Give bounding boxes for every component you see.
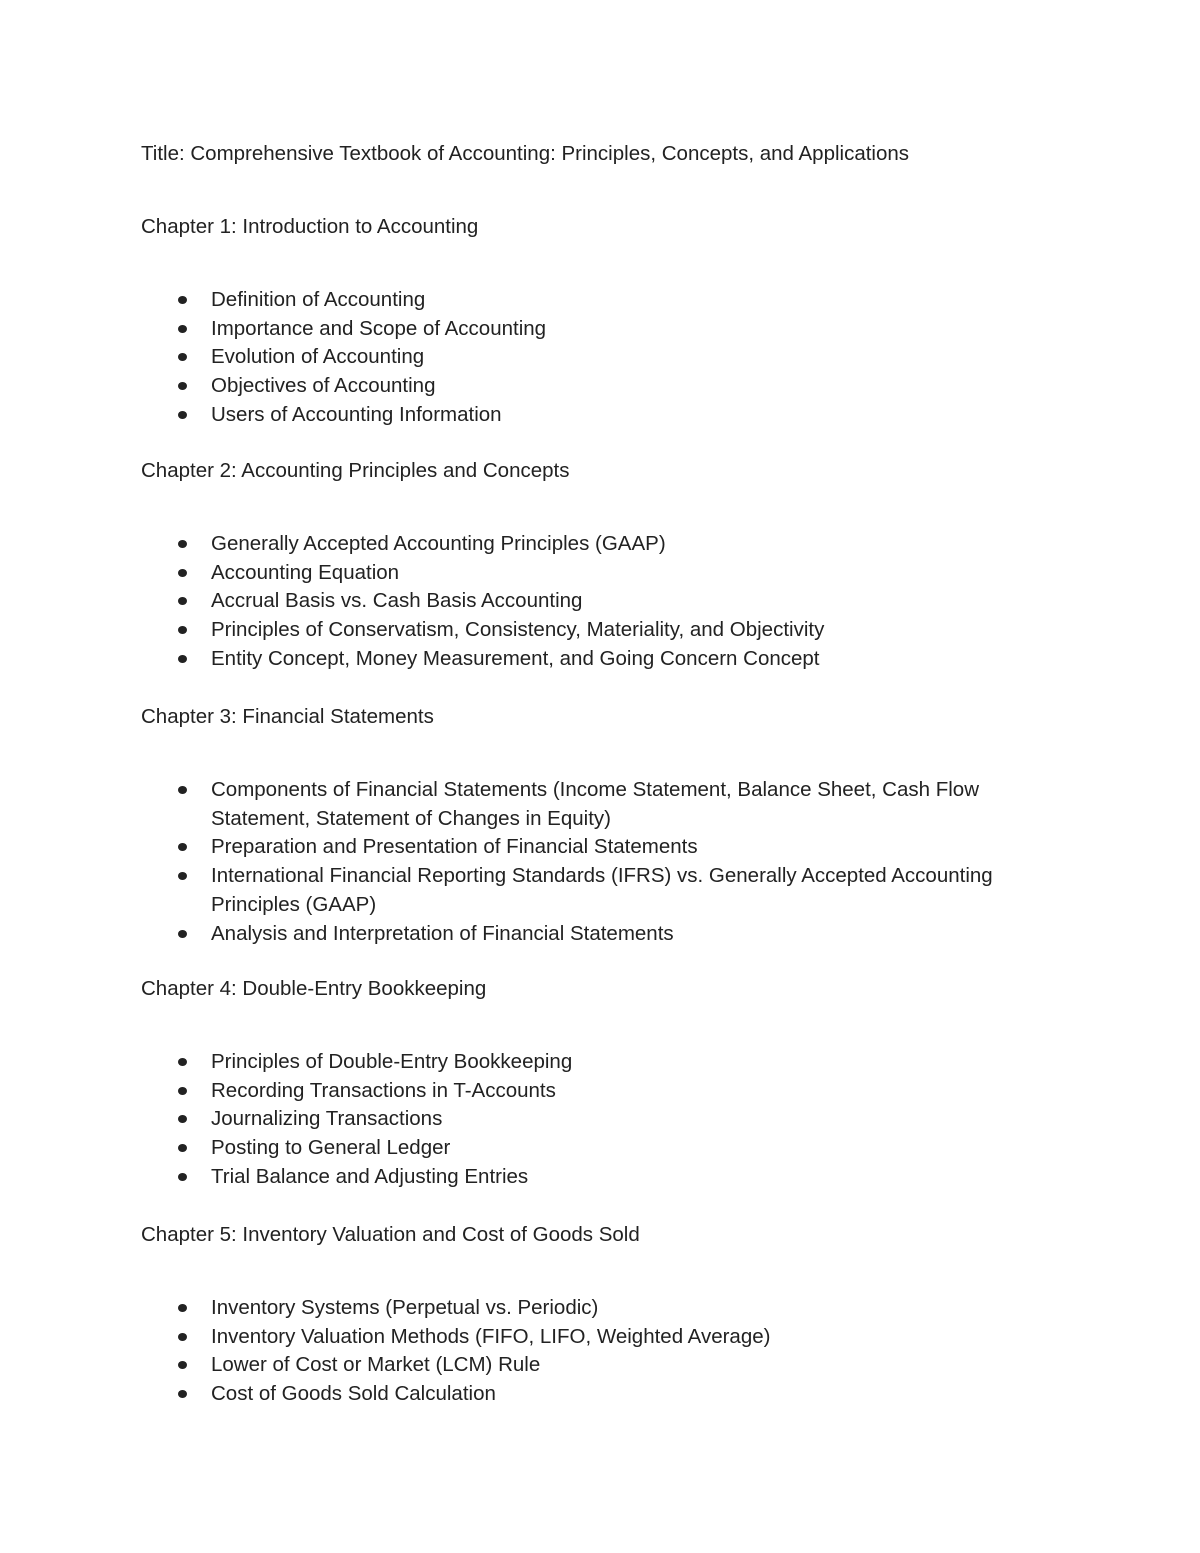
list-item-text: Analysis and Interpretation of Financial Statements [211,921,674,945]
list-item-text: Trial Balance and Adjusting Entries [211,1164,529,1188]
list-item-text: Generally Accepted Accounting Principles (GAAP) [211,532,666,555]
bullet-icon [178,930,187,938]
topic-list [141,1294,1061,1409]
list-item [141,1134,1041,1163]
list-item-text: Inventory Valuation Methods (FIFO, LIFO, Weighted Average) [211,1324,771,1348]
list-item-text: Definition of Accounting [211,288,426,311]
list-item-text: Components of Financial Statements (Income Statement, Balance Sheet, Cash Flow Statement, Statement of Changes in Equity) [211,778,979,830]
chapter-heading: Chapter 3: Financial Statements [141,705,434,728]
bullet-icon [178,1058,187,1066]
list-item-text: Inventory Systems (Perpetual vs. Periodic) [211,1296,599,1319]
list-item [141,1077,1041,1106]
list-item-text: Accrual Basis vs. Cash Basis Accounting [211,589,583,613]
bullet-icon [178,411,187,419]
list-item-text: Accounting Equation [211,560,400,584]
list-item [141,1163,1041,1192]
bullet-icon [178,655,187,663]
chapter-2 [141,458,1061,674]
chapter-5 [141,1222,1061,1409]
list-item [141,1323,1041,1352]
list-item [141,1105,1041,1134]
list-item-text: Journalizing Transactions [211,1107,443,1131]
bullet-icon [178,325,187,333]
topic-list [141,530,1061,674]
topic-list [141,776,1061,948]
list-item [141,862,1041,919]
list-item [141,315,1041,344]
list-item-text: Recording Transactions in T-Accounts [211,1078,556,1102]
bullet-icon [178,1173,187,1181]
list-item [141,616,1041,645]
list-item-text: Cost of Goods Sold Calculation [211,1382,496,1406]
chapter-heading: Chapter 1: Introduction to Accounting [141,215,479,238]
bullet-icon [178,1361,187,1369]
list-item [141,343,1041,372]
list-item [141,286,1041,315]
list-item [141,559,1041,588]
bullet-icon [178,786,187,794]
list-item [141,1380,1041,1409]
list-item-text: Preparation and Presentation of Financial Statements [211,835,698,859]
chapter-heading: Chapter 4: Double-Entry Bookkeeping [141,977,487,1000]
bullet-icon [178,1144,187,1152]
list-item-text: Posting to General Ledger [211,1136,451,1160]
list-item-text: Importance and Scope of Accounting [211,316,547,340]
chapter-1 [141,214,1061,430]
list-item-text: Entity Concept, Money Measurement, and Going Concern Concept [211,646,820,670]
list-item [141,401,1041,430]
bullet-icon [178,353,187,361]
list-item [141,1294,1041,1323]
list-item [141,1048,1041,1077]
bullet-icon [178,1087,187,1095]
chapter-heading: Chapter 2: Accounting Principles and Concepts [141,459,570,482]
list-item [141,587,1041,616]
list-item-text: Evolution of Accounting [211,345,425,369]
bullet-icon [178,569,187,577]
bullet-icon [178,843,187,851]
topic-list [141,1048,1061,1192]
list-item [141,776,1041,833]
chapter-4 [141,976,1061,1192]
bullet-icon [178,296,187,304]
bullet-icon [178,626,187,634]
bullet-icon [178,872,187,880]
list-item [141,372,1041,401]
list-item [141,645,1041,674]
document-title: Title: Comprehensive Textbook of Accounting: Principles, Concepts, and Applications [141,142,910,165]
bullet-icon [178,1304,187,1312]
list-item-text: Lower of Cost or Market (LCM) Rule [211,1353,541,1377]
list-item-text: Principles of Double-Entry Bookkeeping [211,1050,573,1073]
chapter-3 [141,704,1061,948]
topic-list [141,286,1061,430]
bullet-icon [178,1115,187,1123]
bullet-icon [178,540,187,548]
list-item [141,1351,1041,1380]
list-item-text: Principles of Conservatism, Consistency, Materiality, and Objectivity [211,618,825,642]
list-item-text: International Financial Reporting Standards (IFRS) vs. Generally Accepted Accounting Principles (GAAP) [211,864,993,916]
bullet-icon [178,1333,187,1341]
list-item [141,920,1041,949]
bullet-icon [178,597,187,605]
list-item-text: Objectives of Accounting [211,374,436,398]
list-item-text: Users of Accounting Information [211,402,502,426]
bullet-icon [178,1390,187,1398]
bullet-icon [178,382,187,390]
chapter-heading: Chapter 5: Inventory Valuation and Cost of Goods Sold [141,1223,640,1246]
list-item [141,530,1041,559]
list-item [141,833,1041,862]
